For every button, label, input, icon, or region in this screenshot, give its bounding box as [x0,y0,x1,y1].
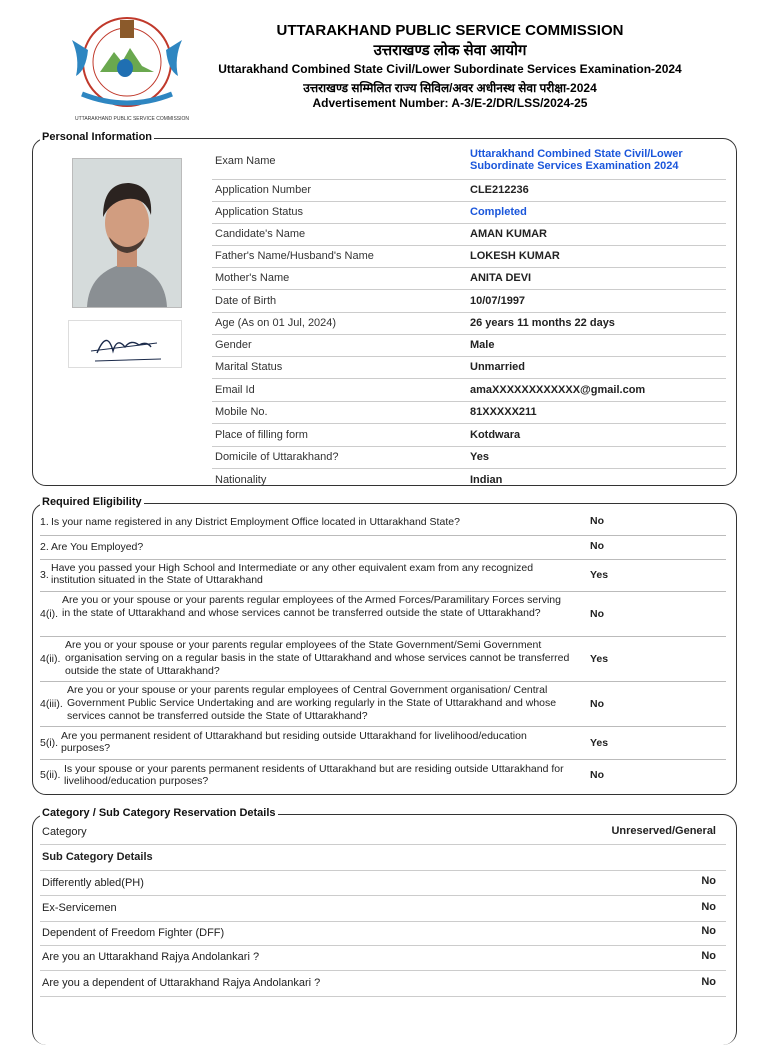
info-value: 10/07/1997 [470,295,526,307]
logo-caption: UTTARAKHAND PUBLIC SERVICE COMMISSION [75,116,189,122]
category-label: Category [42,826,87,838]
info-label: Nationality [215,474,267,486]
info-value: Yes [470,451,489,463]
personal-info-table [212,146,726,491]
sub-category-row [40,970,726,997]
info-value: AMAN KUMAR [470,228,547,240]
info-value: Indian [470,474,503,486]
info-row-nationality [212,469,726,491]
eligibility-row [40,591,726,637]
info-label: Candidate's Name [215,228,306,240]
question-text: Are you or your spouse or your parents regular employees of Central Government organisation/ Central Government Public Service Undertaking and are working regularly in the State of Uttarakhand and whose services cannot be transferred outside the State of Uttarakhand? [67,684,557,722]
sub-category-heading-row [40,844,726,871]
info-row-domicile [212,447,726,469]
category-row [40,820,726,845]
info-label: Date of Birth [215,295,277,307]
info-label: Father's Name/Husband's Name [215,250,374,262]
info-row-exam-name [212,146,726,180]
question-answer: No [590,608,604,620]
question-number: 5(ii). [40,769,61,781]
candidate-signature [68,320,182,368]
sub-category-value: No [701,925,716,937]
sub-category-heading: Sub Category Details [42,851,153,863]
sub-category-label: Are you an Uttarakhand Rajya Andolankari ? [42,951,260,963]
exam-title-hi: उत्तराखण्ड सम्मिलित राज्य सिविल/अवर अधीनस्थ सेवा परीक्षा-2024 [303,81,597,95]
eligibility-row [40,535,726,560]
info-row-candidate-name [212,224,726,246]
sub-category-row [40,921,726,946]
info-value: ANITA DEVI [470,272,532,284]
commission-title-en: UTTARAKHAND PUBLIC SERVICE COMMISSION [276,22,624,39]
info-row-mother-name [212,268,726,290]
sub-category-label: Dependent of Freedom Fighter (DFF) [42,927,225,939]
sub-category-row [40,895,726,922]
info-row-gender [212,335,726,357]
question-answer: No [590,698,604,710]
sub-category-row [40,870,726,896]
info-row-age [212,313,726,335]
eligibility-row [40,681,726,727]
commission-logo [62,10,202,122]
question-number: 5(i). [40,737,59,749]
eligibility-row [40,636,726,682]
info-value: Unmarried [470,361,526,373]
eligibility-row [40,759,726,791]
info-row-application-status [212,202,726,224]
info-label: Age (As on 01 Jul, 2024) [215,317,337,329]
info-row-mobile [212,402,726,424]
question-text: Is your name registered in any District Employment Office located in Uttarakhand State? [51,516,460,528]
info-value: 26 years 11 months 22 days [470,317,615,329]
info-label: Mother's Name [215,272,290,284]
sub-category-value: No [701,976,716,988]
question-number: 1. [40,516,49,528]
info-label: Application Number [215,184,311,196]
info-row-dob [212,290,726,313]
question-text: Have you passed your High School and Intermediate or any other equivalent exam from any recognized institution situated in the State of Uttarakhand [51,562,534,586]
sub-category-label: Ex-Servicemen [42,902,117,914]
eligibility-legend: Required Eligibility [42,496,142,508]
advertisement-number: Advertisement Number: A-3/E-2/DR/LSS/2024-25 [312,96,588,110]
info-label: Place of filling form [215,429,308,441]
question-number: 4(i). [40,608,59,620]
eligibility-row [40,559,726,592]
info-value: 81XXXXX211 [470,406,537,418]
info-label: Email Id [215,384,255,396]
question-text: Are you or your spouse or your parents regular employees of the Armed Forces/Paramilitary Forces serving in the state of Uttarakhand and whose services cannot be transferred outside the state of Uttarakhand? [62,594,561,619]
info-row-place [212,424,726,447]
question-text: Is your spouse or your parents permanent residents of Uttarakhand but are residing outside Uttarakhand for livelihood/education purposes? [64,763,564,787]
info-label: Marital Status [215,361,283,373]
info-row-application-number [212,180,726,202]
question-text: Are you permanent resident of Uttarakhand but residing outside Uttarakhand for livelihood/education purposes? [61,730,527,754]
question-text: Are you or your spouse or your parents regular employees of the State Government/Semi Government organisation serving on a regular basis in the state of Uttarakhand and whose services cannot be transferred outside the state of Uttarakhand? [65,639,570,677]
question-number: 3. [40,569,49,581]
info-value: Kotdwara [470,429,521,441]
question-number: 4(iii). [40,698,63,710]
question-answer: Yes [590,737,609,749]
sub-category-row [40,945,726,971]
sub-category-value: No [701,950,716,962]
category-legend: Category / Sub Category Reservation Details [42,807,276,819]
info-row-email [212,379,726,402]
commission-title-hi: उत्तराखण्ड लोक सेवा आयोग [373,42,527,59]
info-value: LOKESH KUMAR [470,250,560,262]
question-number: 4(ii). [40,653,61,665]
sub-category-value: No [701,875,716,887]
info-value: CLE212236 [470,184,529,196]
info-label: Application Status [215,206,304,218]
sub-category-label: Are you a dependent of Uttarakhand Rajya Andolankari ? [42,977,321,989]
eligibility-row [40,510,726,536]
personal-info-legend: Personal Information [42,131,153,143]
info-row-father-name [212,246,726,268]
sub-category-label: Differently abled(PH) [42,877,144,889]
sub-category-value: No [701,901,716,913]
info-label: Exam Name [215,155,276,167]
eligibility-row [40,726,726,760]
question-answer: No [590,540,604,552]
candidate-photo [72,158,182,308]
question-answer: No [590,515,604,527]
info-label: Domicile of Uttarakhand? [215,451,339,463]
info-row-marital-status [212,357,726,379]
info-value: Completed [470,206,527,218]
info-label: Gender [215,339,252,351]
info-value: Uttarakhand Combined State Civil/Lower Subordinate Services Examination 2024 [470,148,683,172]
exam-title-en: Uttarakhand Combined State Civil/Lower Subordinate Services Examination-2024 [218,62,682,76]
info-value: Male [470,339,495,351]
question-answer: Yes [590,569,609,581]
question-answer: No [590,769,604,781]
category-value: Unreserved/General [611,825,716,837]
question-text: Are You Employed? [51,541,144,553]
question-number: 2. [40,541,49,553]
info-value: amaXXXXXXXXXXXX@gmail.com [470,384,646,396]
question-answer: Yes [590,653,609,665]
page-header [0,0,768,128]
info-label: Mobile No. [215,406,268,418]
